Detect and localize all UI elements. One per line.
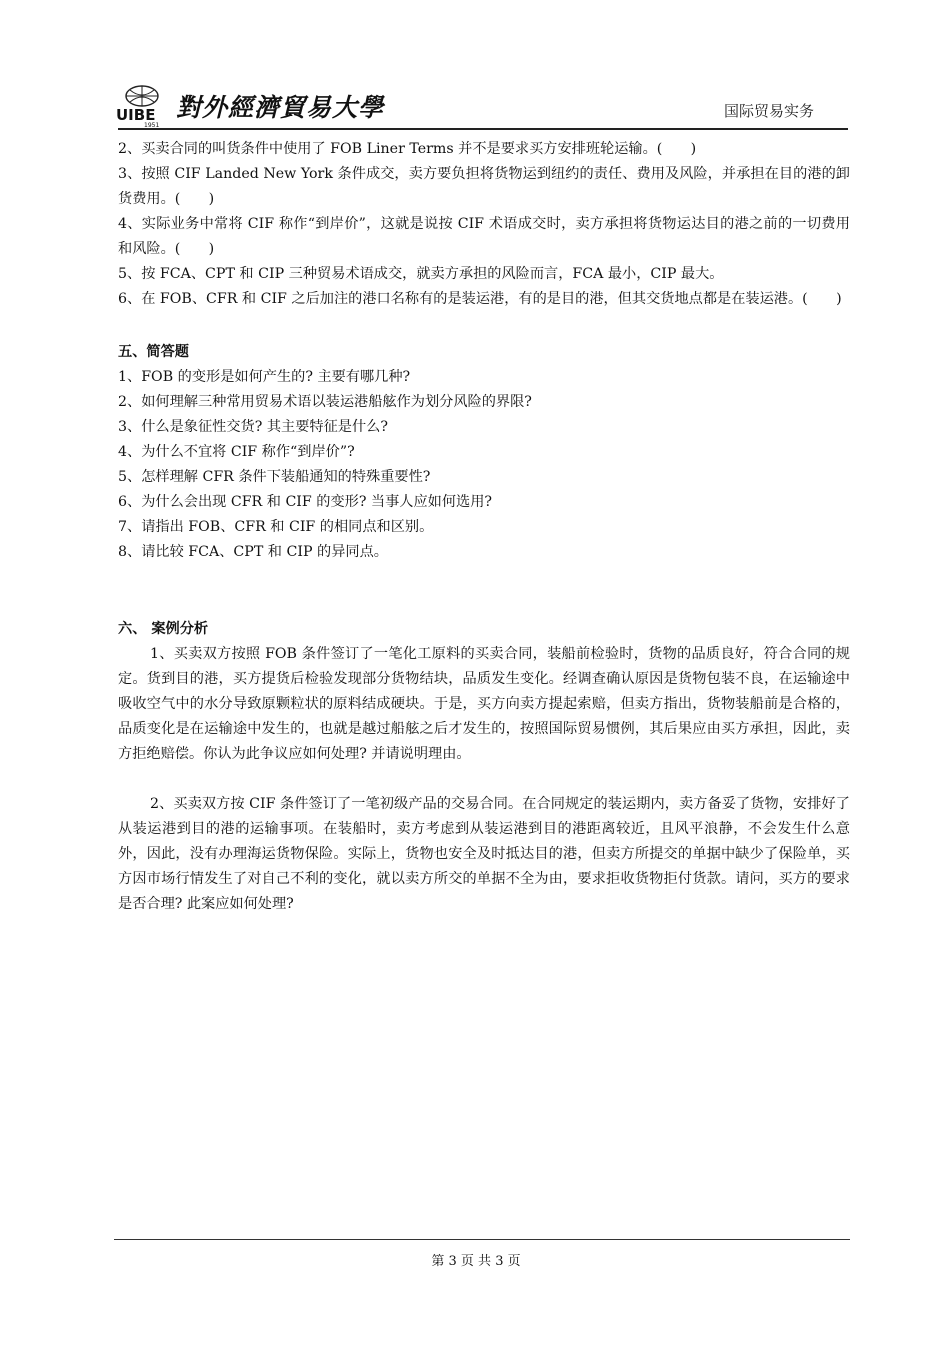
question-item: 2、如何理解三种常用贸易术语以装运港船舷作为划分风险的界限? bbox=[118, 394, 532, 410]
judgement-item: 3、按照 CIF Landed New York 条件成交，卖方要负担将货物运到纽约的责任、费用及风险，并承担在目的港的卸货费用。( ) bbox=[118, 166, 850, 207]
judgement-item: 6、在 FOB、CFR 和 CIF 之后加注的港口名称有的是装运港，有的是目的港，但其交货地点都是在装运港。( ) bbox=[118, 291, 842, 307]
section-heading-case-analysis: 六、 案例分析 bbox=[118, 621, 209, 637]
question-item: 3、什么是象征性交货? 其主要特征是什么? bbox=[118, 419, 388, 435]
logo-text: UIBE bbox=[116, 106, 156, 124]
question-item: 1、FOB 的变形是如何产生的? 主要有哪几种? bbox=[118, 369, 411, 385]
question-item: 4、为什么不宜将 CIF 称作“到岸价”? bbox=[118, 444, 355, 460]
judgement-item: 2、买卖合同的叫货条件中使用了 FOB Liner Terms 并不是要求买方安排班轮运输。( ) bbox=[118, 141, 697, 157]
logo-year: 1951 bbox=[144, 122, 160, 128]
university-logo bbox=[114, 80, 170, 128]
main-content bbox=[118, 137, 850, 917]
question-item: 7、请指出 FOB、CFR 和 CIF 的相同点和区别。 bbox=[118, 519, 434, 535]
university-name: 對外經濟貿易大學 bbox=[176, 93, 385, 122]
judgement-item: 4、实际业务中常将 CIF 称作“到岸价”，这就是说按 CIF 术语成交时，卖方承担将货物运达目的港之前的一切费用和风险。( ) bbox=[118, 216, 850, 257]
question-item: 5、怎样理解 CFR 条件下装船通知的特殊重要性? bbox=[118, 469, 431, 485]
page-header bbox=[114, 80, 848, 132]
case-paragraph-1: 1、买卖双方按照 FOB 条件签订了一笔化工原料的买卖合同，装船前检验时，货物的品质良好，符合合同的规定。货到目的港，买方提货后检验发现部分货物结块，品质发生变化。经调查确认原因是货物包装不良，在运输途中吸收空气中的水分导致原颗粒状的原料结成硬块。于是，买方向卖方提起索赔，但卖方指出，货物装船前是合格的，品质变化是在运输途中发生的，也就是越过船舷之后才发生的，按照国际贸易惯例，其后果应由买方承担，因此，卖方拒绝赔偿。你认为此争议应如何处理? 并请说明理由。 bbox=[118, 646, 850, 762]
judgement-item: 5、按 FCA、CPT 和 CIP 三种贸易术语成交，就卖方承担的风险而言，FCA 最小，CIP 最大。 bbox=[118, 266, 724, 282]
page-number: 第 3 页 共 3 页 bbox=[431, 1254, 521, 1269]
header-divider bbox=[118, 128, 848, 130]
course-title: 国际贸易实务 bbox=[723, 102, 814, 120]
footer-divider bbox=[114, 1239, 850, 1240]
section-heading-short-answer: 五、简答题 bbox=[118, 344, 189, 360]
case-paragraph-2: 2、买卖双方按 CIF 条件签订了一笔初级产品的交易合同。在合同规定的装运期内，卖方备妥了货物，安排好了从装运港到目的港的运输事项。在装船时，卖方考虑到从装运港到目的港距离较近，且风平浪静，不会发生什么意外，因此，没有办理海运货物保险。实际上，货物也安全及时抵达目的港，但卖方所提交的单据中缺少了保险单，买方因市场行情发生了对自己不利的变化，就以卖方所交的单据不全为由，要求拒收货物拒付货款。请问，买方的要求是否合理? 此案应如何处理? bbox=[118, 796, 850, 912]
question-item: 6、为什么会出现 CFR 和 CIF 的变形? 当事人应如何选用? bbox=[118, 494, 493, 510]
question-item: 8、请比较 FCA、CPT 和 CIP 的异同点。 bbox=[118, 544, 388, 560]
